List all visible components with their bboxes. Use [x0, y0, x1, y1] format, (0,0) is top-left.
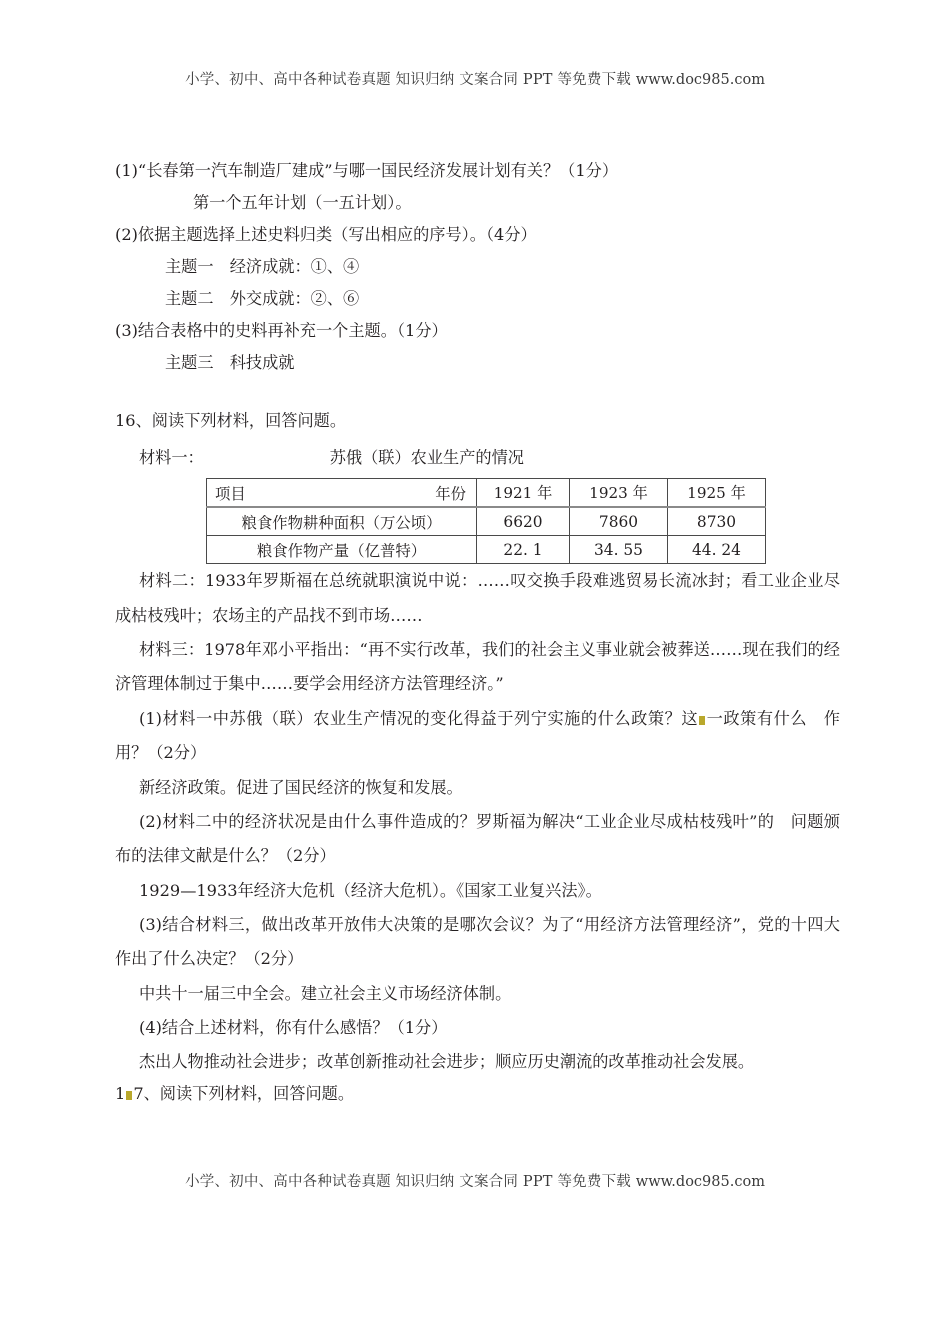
table-corner-cell — [207, 479, 477, 508]
q16-material3 — [115, 633, 840, 702]
table-cell-area-1923: 7860 — [570, 507, 668, 536]
table-col-header-1923: 1923 年 — [570, 479, 668, 508]
q16-sub1-question-part-a: (1)材料一中苏俄（联）农业生产情况的变化得益于列宁实施的什么政策？这 — [139, 708, 699, 728]
q16-sub2-answer: 1929—1933年经济大危机（经济大危机）。《国家工业复兴法》。 — [139, 880, 602, 900]
q16-sub1-question-part-b: 一政策有什么 作用？（2分） — [115, 708, 840, 763]
q16-sub3-question — [115, 908, 840, 977]
q16-sub2-question-text: (2)材料二中的经济状况是由什么事件造成的？罗斯福为解决“工业企业尽成枯枝残叶”的 问题颁布的法律文献是什么？（2分） — [115, 811, 840, 866]
table-corner-item: 项目 — [215, 484, 246, 503]
q15-sub1-question: (1)“长春第一汽车制造厂建成”与哪一国民经济发展计划有关？（1分） — [115, 161, 619, 180]
table-cell-output-1925: 44. 24 — [668, 536, 766, 564]
q16-sub2-question — [115, 805, 840, 874]
agriculture-table-wrapper — [115, 478, 840, 564]
table-col-header-1925: 1925 年 — [668, 479, 766, 508]
q16-sub3-answer: 中共十一届三中全会。建立社会主义市场经济体制。 — [139, 983, 512, 1003]
table-row — [207, 507, 766, 536]
running-footer-text: 小学、初中、高中各种试卷真题 知识归纳 文案合同 PPT 等免费下载 — [185, 1174, 631, 1190]
running-header — [0, 70, 950, 90]
table-row-label-output: 粮食作物产量（亿普特） — [207, 536, 477, 564]
q17-number-prefix: 1 — [115, 1083, 126, 1103]
agriculture-table — [206, 478, 766, 564]
q15-sub2-answer-line2: 主题二 外交成就：②、⑥ — [165, 289, 360, 309]
highlight-artifact-mark — [699, 716, 705, 725]
q15-sub1-answer: 第一个五年计划（一五计划）。 — [193, 193, 412, 213]
q16-heading: 16、阅读下列材料，回答问题。 — [115, 411, 347, 431]
table-cell-area-1925: 8730 — [668, 507, 766, 536]
q15-sub2-question: (2)依据主题选择上述史料归类（写出相应的序号）。（4分） — [115, 225, 537, 245]
document-body — [115, 160, 840, 1104]
material1-label: 材料一： — [139, 448, 204, 468]
q16-sub4-question — [115, 1011, 840, 1045]
running-header-url: www.doc985.com — [635, 72, 765, 88]
q16-sub1-answer: 新经济政策。促进了国民经济的恢复和发展。 — [139, 777, 463, 797]
material2-text: 材料二：1933年罗斯福在总统就职演说中说：……叹交换手段难逃贸易长流冰封；看工业企业尽成枯枝残叶；农场主的产品找不到市场…… — [115, 571, 840, 625]
q15-sub2-answer-line1: 主题一 经济成就：①、④ — [165, 257, 360, 277]
running-footer-url: www.doc985.com — [635, 1174, 765, 1190]
table-cell-output-1923: 34. 55 — [570, 536, 668, 564]
highlight-artifact-mark — [126, 1091, 132, 1100]
table-cell-output-1921: 22. 1 — [477, 536, 570, 564]
q16-material1-heading — [115, 444, 840, 468]
q16-sub1-question — [115, 702, 840, 771]
table-header-row — [207, 479, 766, 508]
q16-sub3-question-text: (3)结合材料三，做出改革开放伟大决策的是哪次会议？为了“用经济方法管理经济”，党的十四大作出了什么决定？（2分） — [115, 914, 840, 969]
table-row — [207, 536, 766, 564]
q16-sub4-answer: 杰出人物推动社会进步；改革创新推动社会进步；顺应历史潮流的改革推动社会发展。 — [139, 1052, 755, 1072]
material1-title: 苏俄（联）农业生产的情况 — [329, 448, 524, 468]
running-footer — [0, 1172, 950, 1192]
q16-material2 — [115, 564, 840, 633]
table-row-label-area: 粮食作物耕种面积（万公顷） — [207, 507, 477, 536]
table-cell-area-1921: 6620 — [477, 507, 570, 536]
running-header-text: 小学、初中、高中各种试卷真题 知识归纳 文案合同 PPT 等免费下载 — [185, 72, 631, 88]
q17-number-suffix: 7、阅读下列材料，回答问题。 — [133, 1083, 355, 1103]
table-corner-year: 年份 — [435, 484, 466, 503]
q15-sub3-answer: 主题三 科技成就 — [165, 353, 295, 373]
material3-text: 材料三：1978年邓小平指出：“再不实行改革，我们的社会主义事业就会被葬送……现在我们的经济管理体制过于集中……要学会用经济方法管理经济。” — [115, 640, 840, 694]
q17-heading — [115, 1080, 840, 1104]
q15-sub3-question: (3)结合表格中的史料再补充一个主题。（1分） — [115, 321, 448, 341]
table-col-header-1921: 1921 年 — [477, 479, 570, 508]
q16-sub4-question-text: (4)结合上述材料，你有什么感悟？（1分） — [139, 1017, 448, 1037]
